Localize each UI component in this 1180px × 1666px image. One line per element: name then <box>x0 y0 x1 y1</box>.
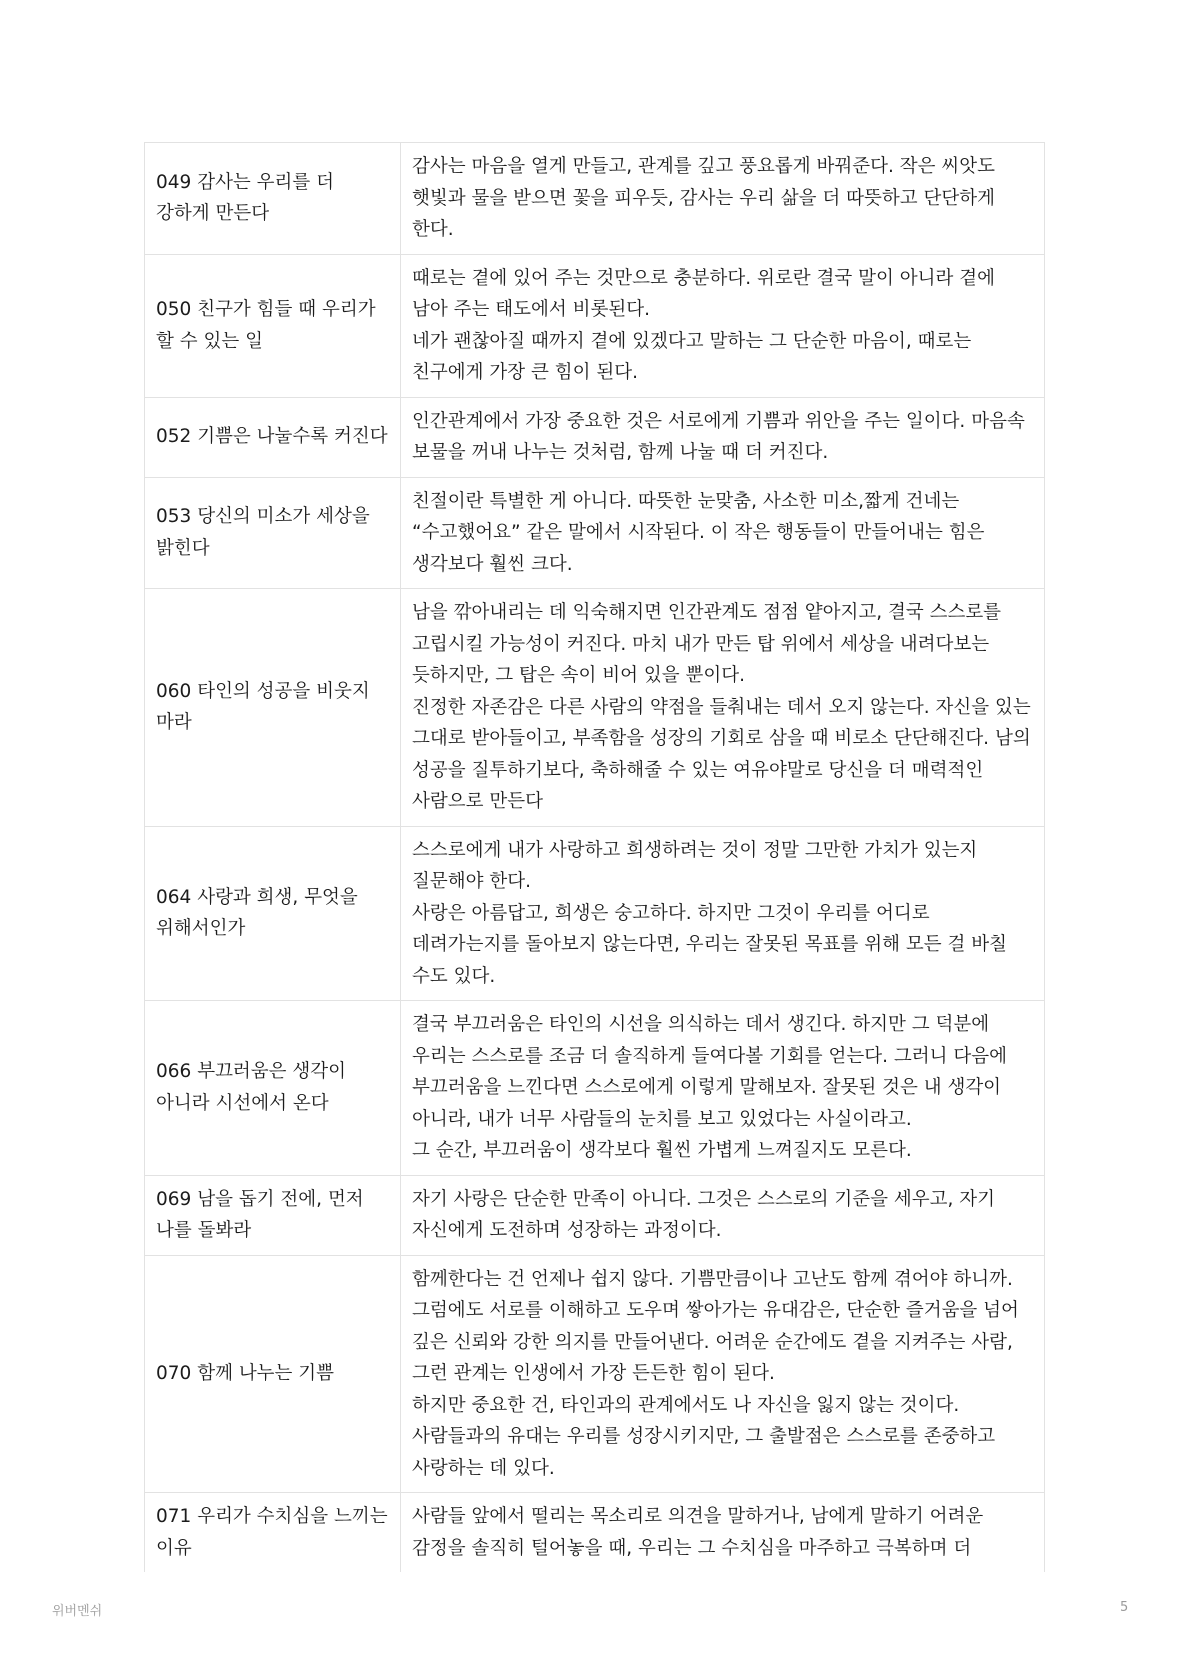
row-paragraph: 때로는 곁에 있어 주는 것만으로 충분하다. 위로란 결국 말이 아니라 곁에 남아 주는 태도에서 비롯된다. <box>412 267 995 320</box>
row-paragraph: 네가 괜찮아질 때까지 곁에 있겠다고 말하는 그 단순한 마음이, 때로는 친구에게 가장 큰 힘이 된다. <box>412 330 972 383</box>
table-row <box>145 1493 1045 1573</box>
row-body <box>401 826 1045 1001</box>
table-row <box>145 254 1045 397</box>
row-paragraph: 사람들 앞에서 떨리는 목소리로 의견을 말하거나, 남에게 말하기 어려운 감정을 솔직히 털어놓을 때, 우리는 그 수치심을 마주하고 극복하며 더 <box>412 1506 984 1559</box>
row-title: 066 부끄러움은 생각이 아니라 시선에서 온다 <box>145 1001 401 1176</box>
row-paragraph: 감사는 마음을 열게 만들고, 관계를 깊고 풍요롭게 바꿔준다. 작은 씨앗도 햇빛과 물을 받으면 꽃을 피우듯, 감사는 우리 삶을 더 따뜻하고 단단하게 한다. <box>412 156 995 240</box>
row-title: 064 사랑과 희생, 무엇을 위해서인가 <box>145 826 401 1001</box>
row-body <box>401 1001 1045 1176</box>
table-row <box>145 1001 1045 1176</box>
row-paragraph: 결국 부끄러움은 타인의 시선을 의식하는 데서 생긴다. 하지만 그 덕분에 우리는 스스로를 조금 더 솔직하게 들여다볼 기회를 얻는다. 그러니 다음에 부끄러움을 느낀다면 스스로에게 이렇게 말해보자. 잘못된 것은 내 생각이 아니라, 내가 너무 사람들의 눈치를 보고 있었다는 사실이라고. <box>412 1014 1007 1130</box>
row-body <box>401 1175 1045 1255</box>
row-body <box>401 143 1045 255</box>
row-body <box>401 254 1045 397</box>
table-row <box>145 1255 1045 1493</box>
row-title: 052 기쁨은 나눌수록 커진다 <box>145 397 401 477</box>
row-title: 053 당신의 미소가 세상을 밝힌다 <box>145 477 401 589</box>
row-paragraph: 인간관계에서 가장 중요한 것은 서로에게 기쁨과 위안을 주는 일이다. 마음속 보물을 꺼내 나누는 것처럼, 함께 나눌 때 더 커진다. <box>412 410 1025 463</box>
row-paragraph: 진정한 자존감은 다른 사람의 약점을 들춰내는 데서 오지 않는다. 자신을 있는 그대로 받아들이고, 부족함을 성장의 기회로 삼을 때 비로소 단단해진다. 남의 성공을 질투하기보다, 축하해줄 수 있는 여유야말로 당신을 더 매력적인 사람으로 만든다 <box>412 696 1031 812</box>
row-paragraph: 하지만 중요한 건, 타인과의 관계에서도 나 자신을 잃지 않는 것이다. 사람들과의 유대는 우리를 성장시키지만, 그 출발점은 스스로를 존중하고 사랑하는 데 있다. <box>412 1394 996 1479</box>
row-title: 050 친구가 힘들 때 우리가 할 수 있는 일 <box>145 254 401 397</box>
row-body <box>401 589 1045 827</box>
row-body <box>401 397 1045 477</box>
row-paragraph: 함께한다는 건 언제나 쉽지 않다. 기쁨만큼이나 고난도 함께 겪어야 하니까. 그럼에도 서로를 이해하고 도우며 쌓아가는 유대감은, 단순한 즐거움을 넘어 깊은 신뢰와 강한 의지를 만들어낸다. 어려운 순간에도 곁을 지켜주는 사람, 그런 관계는 인생에서 가장 든든한 힘이 된다. <box>412 1268 1019 1384</box>
row-paragraph: 그 순간, 부끄러움이 생각보다 훨씬 가볍게 느껴질지도 모른다. <box>412 1140 912 1161</box>
quote-table <box>144 142 1045 1572</box>
row-title: 071 우리가 수치심을 느끼는 이유 <box>145 1493 401 1573</box>
footer-brand: 위버멘쉬 <box>52 1604 103 1619</box>
row-paragraph: 자기 사랑은 단순한 만족이 아니다. 그것은 스스로의 기준을 세우고, 자기 자신에게 도전하며 성장하는 과정이다. <box>412 1188 995 1241</box>
row-title: 069 남을 돕기 전에, 먼저 나를 돌봐라 <box>145 1175 401 1255</box>
table-row <box>145 143 1045 255</box>
page-number: 5 <box>1120 1600 1129 1615</box>
content-table-wrapper <box>144 142 1044 1572</box>
row-paragraph: 스스로에게 내가 사랑하고 희생하려는 것이 정말 그만한 가치가 있는지 질문해야 한다. <box>412 839 978 892</box>
row-body <box>401 1493 1045 1573</box>
row-title: 049 감사는 우리를 더 강하게 만든다 <box>145 143 401 255</box>
table-row <box>145 1175 1045 1255</box>
row-paragraph: 남을 깎아내리는 데 익숙해지면 인간관계도 점점 얕아지고, 결국 스스로를 고립시킬 가능성이 커진다. 마치 내가 만든 탑 위에서 세상을 내려다보는 듯하지만, 그 탑은 속이 비어 있을 뿐이다. <box>412 602 1002 686</box>
row-body <box>401 1255 1045 1493</box>
row-paragraph: 사랑은 아름답고, 희생은 숭고하다. 하지만 그것이 우리를 어디로 데려가는지를 돌아보지 않는다면, 우리는 잘못된 목표를 위해 모든 걸 바칠 수도 있다. <box>412 902 1007 987</box>
table-row <box>145 477 1045 589</box>
table-row <box>145 826 1045 1001</box>
row-body <box>401 477 1045 589</box>
row-title: 070 함께 나누는 기쁨 <box>145 1255 401 1493</box>
table-row <box>145 397 1045 477</box>
table-row <box>145 589 1045 827</box>
row-paragraph: 친절이란 특별한 게 아니다. 따뜻한 눈맞춤, 사소한 미소,짧게 건네는 “수고했어요” 같은 말에서 시작된다. 이 작은 행동들이 만들어내는 힘은 생각보다 훨씬 크다. <box>412 490 985 575</box>
row-title: 060 타인의 성공을 비웃지 마라 <box>145 589 401 827</box>
